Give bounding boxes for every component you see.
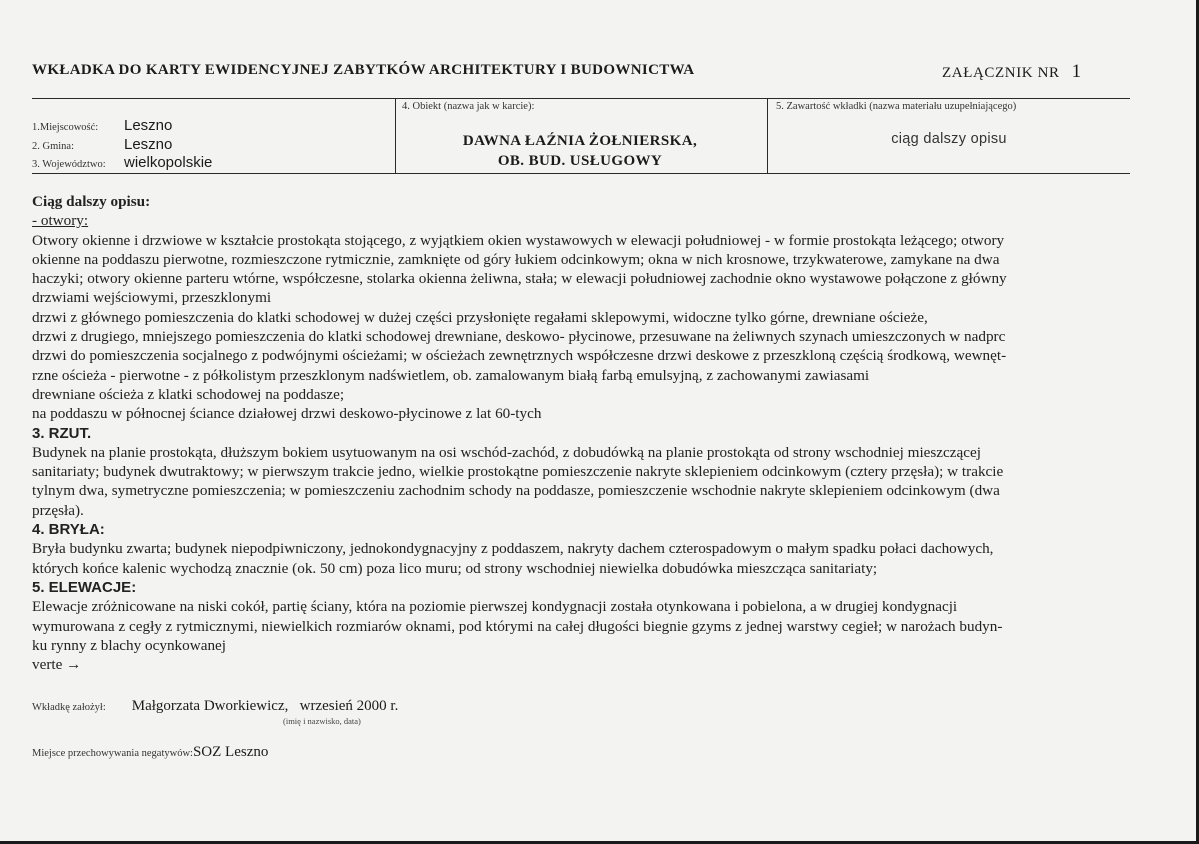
place-row (32, 117, 172, 135)
header-top-rule (32, 98, 1130, 99)
text-line: drzwiami wejściowymi, przeszklonymi (32, 289, 272, 307)
text-line: na poddaszu w północnej ściance działowej drzwi deskowo-płycinowe z lat 60-tych (32, 405, 542, 423)
text-line: Budynek na planie prostokąta, dłuższym bokiem usytuowanym na osi wschód-zachód, z dobudówką na planie prostokąta od strony wschodniej mieszczącej (32, 443, 981, 461)
text-line: Bryła budynku zwarta; budynek niepodpiwniczony, jednokondygnacyjny z poddaszem, nakryty dachem czterospadowym o małym spadku połaci dachowych, (32, 540, 994, 558)
commune-label: 2. Gmina: (32, 141, 74, 152)
text-line: Otwory okienne i drzwiowe w kształcie prostokąta stojącego, z wyjątkiem okien wystawowych w elewacji południowej - w formie prostokąta leżącego; otwory (32, 231, 1005, 249)
text-line: których końce kalenic wychodzą znacznie (ok. 50 cm) poza lico muru; od strony wschodniej niewielka dobudówka mieszcząca sanitariaty; (32, 559, 878, 577)
annex-label-text: ZAŁĄCZNIK NR (942, 65, 1060, 81)
object-name-line-1: DAWNA ŁAŹNIA ŻOŁNIERSKA, (462, 133, 698, 149)
text-line: ku rynny z blachy ocynkowanej (32, 636, 227, 654)
storage-row (32, 743, 268, 761)
storage-value: SOZ Leszno (192, 744, 269, 760)
text-line: drzwi z drugiego, mniejszego pomieszczenia do klatki schodowej drewniane, deskowo- płycinowe, przesuwane na żeliwnych szynach umieszczonych w nadprc (32, 328, 1006, 346)
province-row (32, 154, 212, 172)
text-line: haczyki; otwory okienne parteru wtórne, współczesne, stolarka okienna żeliwna, stała; w elewacji południowej zachodnie okno wystawowe połączone z główny (32, 270, 1007, 288)
text-line: drzwi z głównego pomieszczenia do klatki schodowej w dużej części przysłonięte regałami sklepowymi, widoczne tylko górne, drewniane ościeże, (32, 308, 928, 326)
place-label: 1.Miejscowość: (32, 122, 99, 133)
author-label: Wkładkę założył: (32, 702, 106, 713)
province-value: wielkopolskie (124, 154, 213, 171)
openings-heading: - otwory: (32, 212, 89, 230)
description-heading: Ciąg dalszy opisu: (32, 193, 151, 210)
contents-label: 5. Zawartość wkładki (nazwa materiału uzupełniającego) (776, 101, 1017, 112)
object-name (395, 131, 765, 171)
commune-row (32, 136, 172, 154)
text-line: sanitariaty; budynek dwutraktowy; w pierwszym trakcie jedno, wielkie prostokątne pomieszczenie nakryte sklepieniem odcinkowym (cztery przęsła); w trakcie (32, 463, 1004, 481)
text-line: przęsła). (32, 501, 84, 519)
province-label: 3. Województwo: (32, 159, 106, 170)
author-sublabel: (imię i nazwisko, data) (283, 716, 361, 726)
section-5-heading: 5. ELEWACJE: (32, 578, 137, 596)
object-name-line-2: OB. BUD. USŁUGOWY (497, 153, 663, 169)
text-line: drewniane ościeża z klatki schodowej na poddasze; (32, 385, 345, 403)
text-line: okienne na poddaszu pierwotne, rozmieszczone rytmicznie, zamknięte od góry łukiem odcinkowym; okna w nich krosnowe, trzykwaterowe, zamykane na dwa (32, 250, 1000, 268)
text-line: drzwi do pomieszczenia socjalnego z podwójnymi ościeżami; w ościeżach zewnętrznych współczesne drzwi deskowe z przeszkloną częścią środkową, wewnęt- (32, 347, 1007, 365)
header-bottom-rule (32, 173, 1130, 174)
annex-label (942, 61, 1082, 83)
annex-number: 1 (1071, 61, 1082, 82)
section-4-heading: 4. BRYŁA: (32, 521, 105, 539)
form-title: WKŁADKA DO KARTY EWIDENCYJNEJ ZABYTKÓW ARCHITEKTURY I BUDOWNICTWA (32, 62, 695, 78)
text-line: tylnym dwa, symetryczne pomieszczenia; w pomieszczeniu zachodnim schody na poddasze, pomieszczenie wschodnie nakryte sklepieniem odcinkowym (dwa (32, 482, 1000, 500)
description-body (32, 192, 1172, 674)
commune-value: Leszno (124, 136, 173, 153)
verso-note: verte → (32, 656, 82, 674)
text-line: rzne ościeża - pierwotne - z półkolistym przeszklonym nadświetlem, ob. zamalowanym białą farbą emulsyjną, z zachowanymi zawiasami (32, 366, 870, 384)
object-label: 4. Obiekt (nazwa jak w karcie): (402, 101, 535, 112)
author-value: Małgorzata Dworkiewicz, wrzesień 2000 r. (131, 698, 399, 714)
text-line: Elewacje zróżnicowane na niski cokół, partię ściany, która na poziomie pierwszej kondygnacji została otynkowana i pobielona, a w drugiej kondygnacji (32, 598, 958, 616)
place-value: Leszno (124, 117, 173, 134)
text-line: wymurowana z cegły z rytmicznymi, niewielkich rozmiarów oknami, pod którymi na całej długości biegnie gzyms z jednej warstwy cegieł; w narożach budyn- (32, 617, 1003, 635)
contents-value: ciąg dalszy opisu (891, 131, 1007, 147)
storage-label: Miejsce przechowywania negatywów: (32, 748, 193, 759)
section-3-heading: 3. RZUT. (32, 424, 92, 442)
author-row (32, 697, 398, 715)
